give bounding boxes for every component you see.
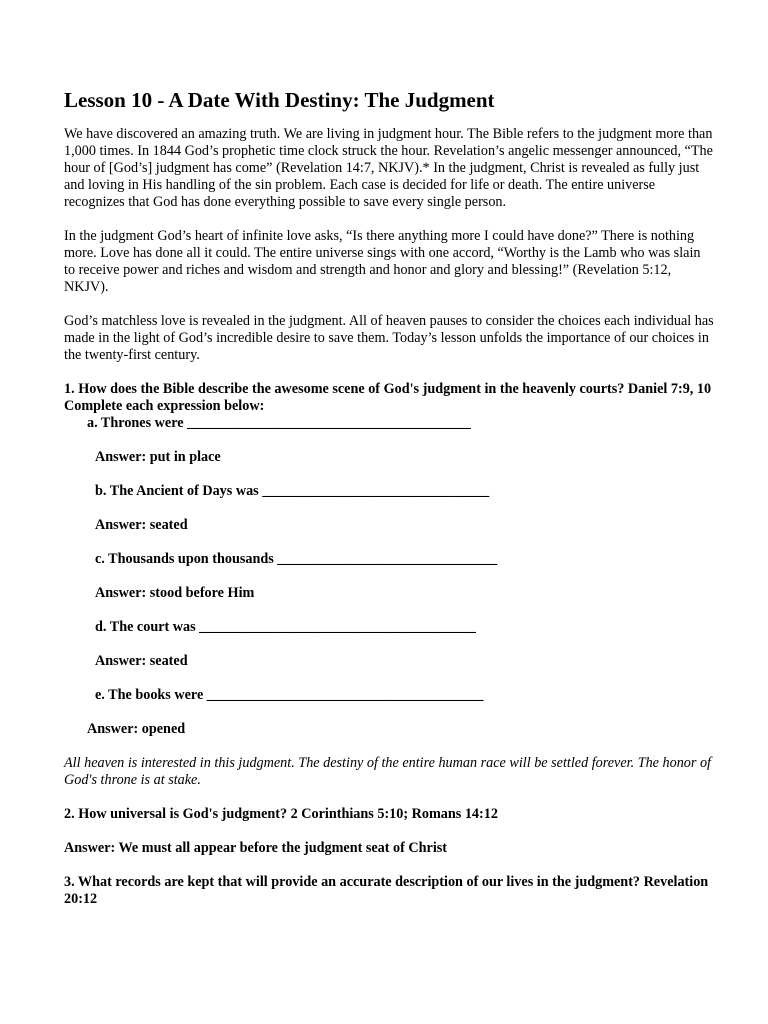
intro-paragraph-1: We have discovered an amazing truth. We are living in judgment hour. The Bible refers to the judgment more than 1,000 times. In 1844 God’s prophetic time clock struck the hour. Revelation’s angelic messenger announced, “The hour of [God’s] judgment has come” (Revelation 14:7, NKJV).* In the judgment, Christ is revealed as fully just and loving in His handling of the sin problem. Each case is decided for life or death. The entire universe recognizes that God has done everything possible to save every single person.: [64, 126, 713, 210]
question-2-text: 2. How universal is God's judgment? 2 Corinthians 5:10; Romans 14:12: [64, 806, 498, 822]
question-3: [64, 874, 714, 908]
blank-item-d: d. The court was _______________________________________: [95, 619, 476, 635]
answer-item-e: Answer: opened: [87, 721, 186, 737]
answer-item-b: Answer: seated: [95, 517, 188, 533]
question-2: [64, 806, 714, 874]
blank-item-b: b. The Ancient of Days was ________________________________: [95, 483, 490, 499]
answer-item-a: Answer: put in place: [95, 449, 221, 465]
blank-item-a: a. Thrones were ________________________________________: [87, 415, 471, 431]
question-3-text: 3. What records are kept that will provide an accurate description of our lives in the judgment? Revelation 20:12: [64, 874, 709, 907]
question-2-answer: Answer: We must all appear before the judgment seat of Christ: [64, 840, 448, 856]
question-1-instruction: Complete each expression below:: [64, 398, 265, 414]
answer-item-c: Answer: stood before Him: [95, 585, 255, 601]
question-1-text: 1. How does the Bible describe the awesome scene of God's judgment in the heavenly courts? Daniel 7:9, 10: [64, 381, 712, 397]
blank-item-e: e. The books were _______________________________________: [95, 687, 484, 703]
document-page: [64, 86, 714, 908]
question-1-note: All heaven is interested in this judgment. The destiny of the entire human race will be settled forever. The honor of God's throne is at stake.: [64, 755, 711, 788]
answer-item-d: Answer: seated: [95, 653, 188, 669]
page-title: Lesson 10 - A Date With Destiny: The Judgment: [64, 88, 495, 112]
question-1: [64, 381, 714, 789]
intro-paragraph-3: God’s matchless love is revealed in the judgment. All of heaven pauses to consider the choices each individual has made in the light of God’s incredible desire to save them. Today’s lesson unfolds the importance of our choices in the twenty-first century.: [64, 313, 714, 363]
intro-paragraph-2: In the judgment God’s heart of infinite love asks, “Is there anything more I could have done?” There is nothing more. Love has done all it could. The entire universe sings with one accord, “Worthy is the Lamb who was slain to receive power and riches and wisdom and strength and honor and glory and blessing!” (Revelation 5:12, NKJV).: [64, 228, 701, 295]
blank-item-c: c. Thousands upon thousands _______________________________: [95, 551, 498, 567]
